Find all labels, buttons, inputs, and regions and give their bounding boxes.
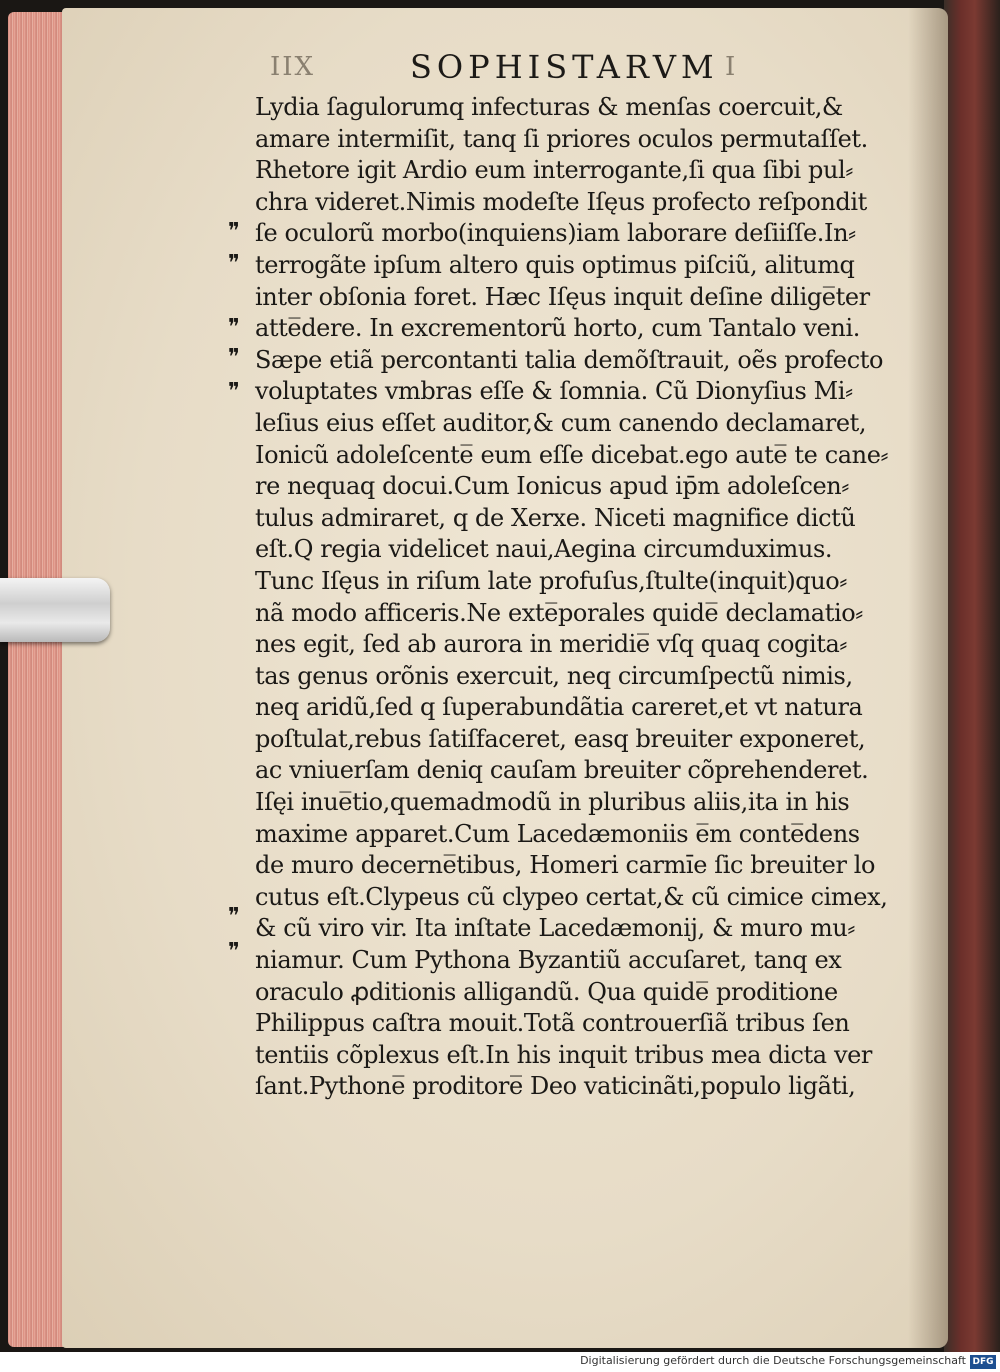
text-line: poſtulat,rebus ſatiſfaceret, easq breuiter exponeret,: [255, 724, 866, 753]
quote-mark: ❞: [228, 904, 240, 929]
gutter-shadow: [908, 8, 948, 1348]
text-line: & cũ viro vir. Ita inſtate Lacedæmonij, & muro mu⸗: [255, 914, 855, 943]
text-line: ſe oculorũ morbo(inquiens)iam laborare deſiiſſe.In⸗: [255, 219, 856, 248]
text-line: tas genus orõnis exercuit, neq circumſpectũ nimis,: [255, 661, 853, 690]
text-line: oraculo ꝓditionis alligandũ. Qua quide̅ proditione: [255, 977, 838, 1006]
quote-mark: ❞: [228, 315, 240, 340]
quote-mark: ❞: [228, 251, 240, 276]
text-line: nes egit, ſed ab aurora in meridie̅ vſq quaq cogita⸗: [255, 630, 847, 659]
text-line: Rhetore igit Ardio eum interrogante,ſi qua ſibi pul⸗: [255, 156, 853, 185]
text-line: inter obſonia foret. Hæc Iſęus inquit deſine dilige̅ter: [255, 282, 870, 311]
text-line: terrogãte ipſum altero quis optimus piſciũ, alitumq: [255, 250, 855, 279]
text-line: re nequaq docui.Cum Ionicus apud ip̄m adoleſcen⸗: [255, 472, 849, 501]
text-line: atte̅dere. In excrementorũ horto, cum Tantalo veni.: [255, 314, 860, 343]
text-line: de muro decerne̅tibus, Homeri carmı̄e ſic breuiter lo: [255, 851, 876, 880]
text-line: Philippus caſtra mouit.Totã controuerſiã tribus ſen: [255, 1009, 850, 1038]
text-line: voluptates vmbras eſſe & ſomnia. Cũ Dionyſius Mi⸗: [255, 377, 853, 406]
text-line: niamur. Cum Pythona Byzantiũ accuſaret, tanq ex: [255, 946, 842, 975]
quote-mark: ❞: [228, 939, 240, 964]
folio-right: I: [725, 52, 736, 82]
text-line: Iſęi inue̅tio,quemadmodũ in pluribus aliis,ita in his: [255, 788, 850, 817]
body-text: [255, 92, 895, 1103]
funding-credit: Digitalisierung gefördert durch die Deutsche Forschungsgemeinschaft: [580, 1354, 966, 1367]
text-line: tentiis cõplexus eſt.In his inquit tribus mea dicta ver: [255, 1040, 872, 1069]
text-line: maxime apparet.Cum Lacedæmoniis e̅m conte̅dens: [255, 819, 860, 848]
text-line: eſt.Q regia videlicet naui,Aegina circumduximus.: [255, 535, 833, 564]
footer-bar: [0, 1352, 1000, 1372]
text-line: Tunc Iſęus in riſum late profuſus,ſtulte(inquit)quo⸗: [255, 566, 847, 595]
text-line: Ionicũ adoleſcente̅ eum eſſe dicebat.ego aute̅ te cane⸗: [255, 440, 889, 469]
text-line: chra videret.Nimis modeſte Iſęus profecto reſpondit: [255, 187, 867, 216]
folio-left: IIX: [270, 52, 316, 82]
running-title: SOPHISTARVM: [410, 48, 719, 86]
dfg-logo: DFG: [970, 1355, 996, 1369]
text-line: cutus eſt.Clypeus cũ clypeo certat,& cũ cimice cimex,: [255, 882, 888, 911]
book-cover-edge: [944, 0, 1000, 1352]
running-head: [270, 48, 790, 88]
quote-mark: ❞: [228, 345, 240, 370]
page-clip: [0, 578, 110, 642]
quote-mark: ❞: [228, 219, 240, 244]
text-line: neq aridũ,ſed q ſuperabundãtia careret,et vt natura: [255, 693, 863, 722]
text-line: leſius eius eſſet auditor,& cum canendo declamaret,: [255, 408, 867, 437]
quote-mark: ❞: [228, 379, 240, 404]
text-line: Sæpe etiã percontanti talia demõſtrauit, oẽs profecto: [255, 345, 884, 374]
text-line: Lydia ſagulorumq infecturas & menſas coercuit,&: [255, 93, 843, 121]
text-line: tulus admiraret, q de Xerxe. Niceti magnifice dictũ: [255, 503, 856, 532]
text-line: nã modo afficeris.Ne exte̅porales quide̅ declamatio⸗: [255, 598, 863, 627]
text-line: ſant.Pythone̅ proditore̅ Deo vaticinãti,populo ligãti,: [255, 1072, 856, 1101]
text-line: ac vniuerſam deniq cauſam breuiter cõprehenderet.: [255, 756, 869, 785]
text-line: amare intermiſit, tanq ſi priores oculos permutaſſet.: [255, 124, 868, 153]
